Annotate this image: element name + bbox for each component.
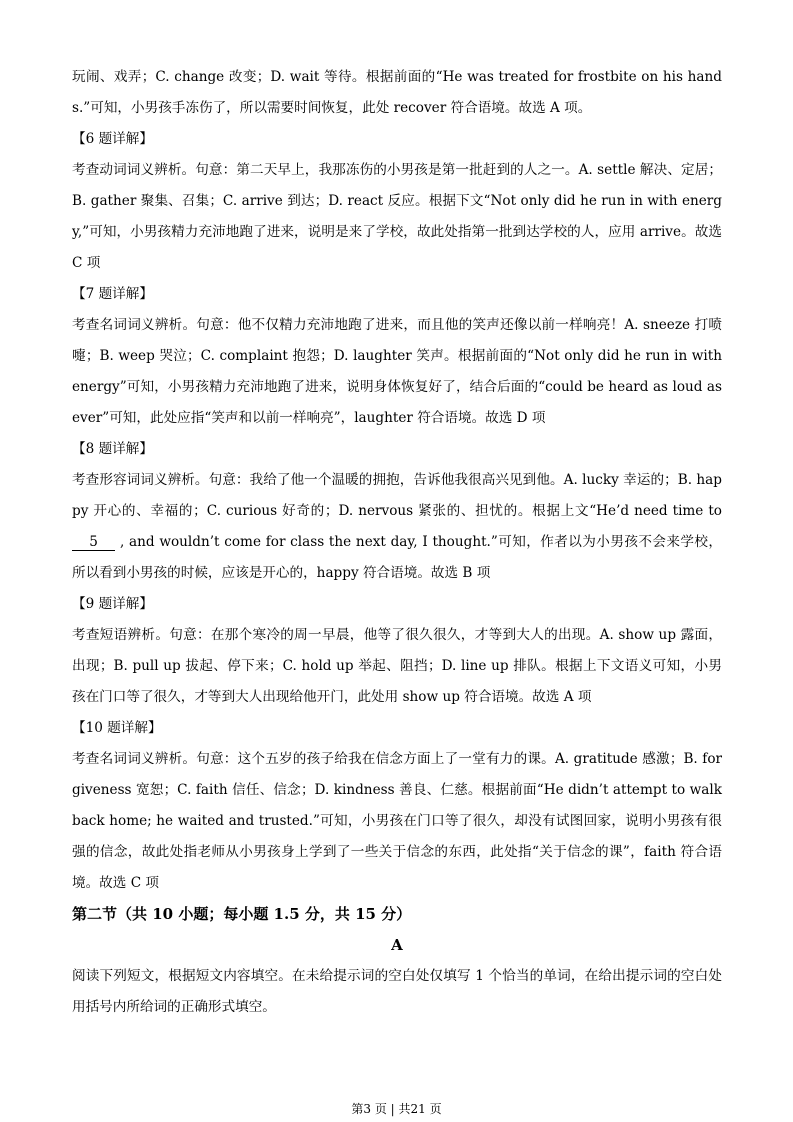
page-content — [72, 62, 722, 1023]
q6-heading: 【6 题详解】 — [72, 131, 153, 147]
q10-heading: 【10 题详解】 — [72, 720, 162, 736]
q5-explanation-tail: 玩闹、戏弄；C. change 改变；D. wait 等待。根据前面的“He was treated for frostbite on his hands.”可知，小男孩手冻伤了，所以需要时间恢复，此处 recover 符合语境。故选 A 项。 — [72, 69, 722, 116]
q6-explanation: 考查动词词义辨析。句意：第二天早上，我那冻伤的小男孩是第一批赶到的人之一。A. settle 解决、定居；B. gather 聚集、召集；C. arrive 到达；D. react 反应。根据下文“Not only did he run in with energy,”可知，小男孩精力充沛地跑了进来，说明是来了学校，故此处指第一批到达学校的人，应用 arrive。故选 C 项 — [72, 162, 722, 271]
section-2-title: 第二节（共 10 小题；每小题 1.5 分，共 15 分） — [72, 905, 412, 923]
q8-heading: 【8 题详解】 — [72, 441, 153, 457]
passage-label: A — [391, 936, 403, 954]
section-2-instructions: 阅读下列短文，根据短文内容填空。在未给提示词的空白处仅填写 1 个恰当的单词，在给出提示词的空白处用括号内所给词的正确形式填空。 — [72, 968, 722, 1015]
q8-blank-number: 5 — [89, 534, 98, 550]
q9-explanation: 考查短语辨析。句意：在那个寒冷的周一早晨，他等了很久很久，才等到大人的出现。A. show up 露面，出现；B. pull up 拔起、停下来；C. hold up 举起、阻挡；D. line up 排队。根据上下文语义可知，小男孩在门口等了很久，才等到大人出现给他开门，此处用 show up 符合语境。故选 A 项 — [72, 627, 722, 705]
q7-explanation: 考查名词词义辨析。句意：他不仅精力充沛地跑了进来，而且他的笑声还像以前一样响亮！A. sneeze 打喷嚏；B. weep 哭泣；C. complaint 抱怨；D. laughter 笑声。根据前面的“Not only did he run in with energy”可知，小男孩精力充沛地跑了进来，说明身体恢复好了，结合后面的“could be heard as loud as ever”可知，此处应指“笑声和以前一样响亮”，laughter 符合语境。故选 D 项 — [72, 317, 722, 426]
q7-heading: 【7 题详解】 — [72, 286, 153, 302]
q8-blank — [72, 534, 115, 551]
q8-text-after: , and wouldn’t come for class the next day, I thought.”可知，作者以为小男孩不会来学校，所以看到小男孩的时候，应该是开心的，happy 符合语境。故选 B 项 — [72, 534, 722, 581]
q9-heading: 【9 题详解】 — [72, 596, 153, 612]
page-footer: 第3 页 | 共21 页 — [351, 1102, 442, 1116]
q10-explanation: 考查名词词义辨析。句意：这个五岁的孩子给我在信念方面上了一堂有力的课。A. gratitude 感激；B. forgiveness 宽恕；C. faith 信任、信念；D. kindness 善良、仁慈。根据前面“He didn’t attempt to walk back home; he waited and trusted.”可知，小男孩在门口等了很久，却没有试图回家，说明小男孩有很强的信念，故此处指老师从小男孩身上学到了一些关于信念的东西，此处指“关于信念的课”，faith 符合语境。故选 C 项 — [72, 751, 722, 891]
q8-explanation — [72, 465, 722, 589]
q8-text-before: 考查形容词词义辨析。句意：我给了他一个温暖的拥抱，告诉他我很高兴见到他。A. lucky 幸运的；B. happy 开心的、幸福的；C. curious 好奇的；D. nervous 紧张的、担忧的。根据上文“He’d need time to — [72, 472, 722, 519]
